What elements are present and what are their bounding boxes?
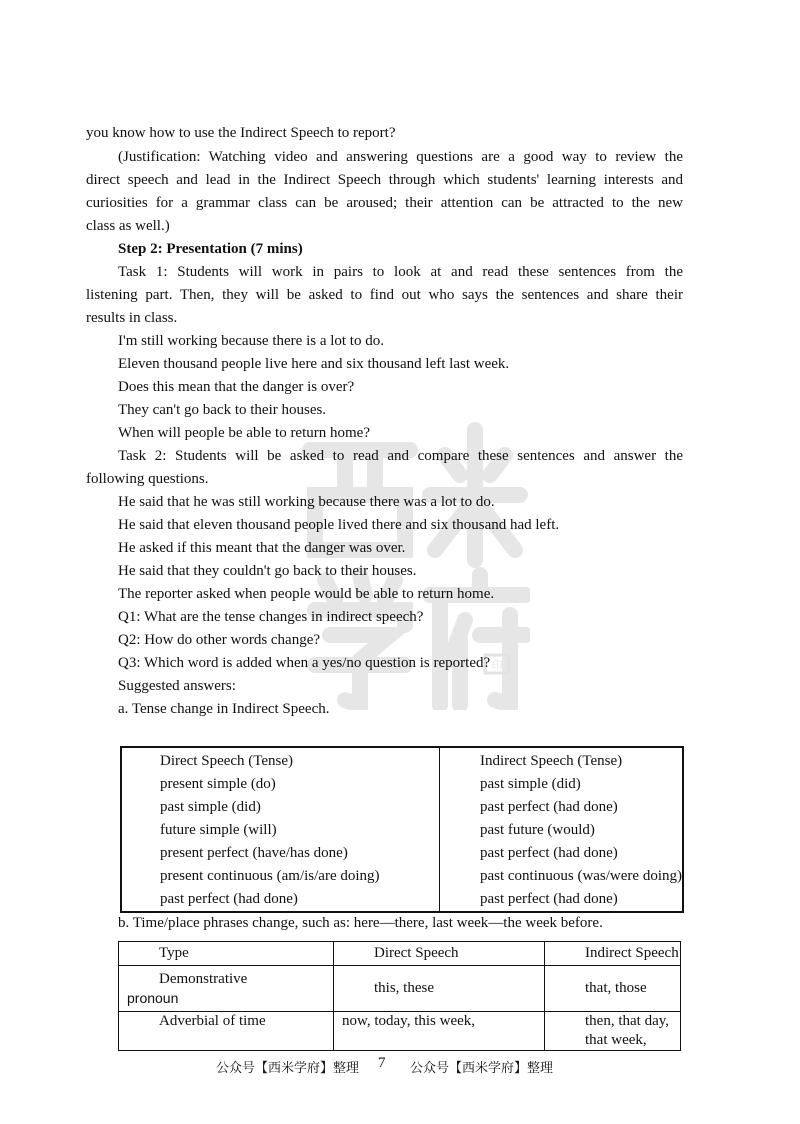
table-cell (119, 966, 334, 1012)
table-cell: present continuous (am/is/are doing) (160, 868, 380, 884)
table-header-type: Type (119, 942, 334, 966)
question: Q1: What are the tense changes in indirect speech? (118, 609, 424, 625)
table-cell: past simple (did) (160, 799, 261, 815)
table-cell: past perfect (had done) (160, 891, 298, 907)
intro-line: you know how to use the Indirect Speech to report? (86, 125, 396, 141)
justification-line-3: curiosities for a grammar class can be aroused; their attention can be attracted to the new (86, 195, 683, 211)
direct-sentence: They can't go back to their houses. (118, 402, 327, 418)
indirect-sentence: He said that eleven thousand people lived there and six thousand had left. (118, 517, 560, 533)
footer-source-right: 公众号【西米学府】整理 (410, 1061, 554, 1076)
table-cell: past perfect (had done) (479, 891, 618, 907)
table-cell: present simple (do) (160, 776, 276, 792)
justification-line-1: (Justification: Watching video and answering questions are a good way to review the (118, 149, 683, 165)
task2-line-2: following questions. (86, 471, 209, 487)
table-cell: Adverbial of time (119, 1012, 334, 1051)
direct-tense-column (121, 747, 439, 912)
page-number: 7 (378, 1055, 386, 1071)
indirect-tense-column (439, 747, 683, 912)
table-row (119, 966, 681, 1012)
justification-line-2: direct speech and lead in the Indirect Speech through which students' learning interests and (86, 172, 683, 188)
table-header-indirect: Indirect Speech (545, 942, 681, 966)
answer-b-caption: b. Time/place phrases change, such as: here—there, last week—the week before. (118, 915, 603, 931)
direct-sentence: When will people be able to return home? (118, 425, 370, 441)
table-header-indirect: Indirect Speech (Tense) (479, 753, 623, 769)
table-cell: past simple (did) (479, 776, 581, 792)
footer-source-left: 公众号【西米学府】整理 (216, 1061, 360, 1076)
direct-sentence: Eleven thousand people live here and six thousand left last week. (118, 356, 510, 372)
task1-line-3: results in class. (86, 310, 178, 326)
table-cell: that, those (545, 966, 681, 1012)
step2-heading: Step 2: Presentation (7 mins) (118, 241, 303, 257)
question: Q2: How do other words change? (118, 632, 321, 648)
table-cell: now, today, this week, (334, 1012, 545, 1051)
indirect-sentence: The reporter asked when people would be able to return home. (118, 586, 495, 602)
table-cell: past perfect (had done) (479, 799, 618, 815)
task1-line-1: Task 1: Students will work in pairs to look at and read these sentences from the (118, 264, 683, 280)
task2-line-1: Task 2: Students will be asked to read and compare these sentences and answer the (118, 448, 683, 464)
table-cell: this, these (334, 966, 545, 1012)
svg-text:印: 印 (491, 659, 503, 672)
table-cell: present perfect (have/has done) (160, 845, 348, 861)
table-cell: past continuous (was/were doing) (479, 868, 682, 884)
direct-sentence: Does this mean that the danger is over? (118, 379, 355, 395)
indirect-sentence: He said that he was still working because there was a lot to do. (118, 494, 495, 510)
phrase-change-table (118, 941, 681, 1051)
type-line-1: Demonstrative (159, 970, 248, 987)
answer-a-caption: a. Tense change in Indirect Speech. (118, 701, 330, 717)
direct-sentence: I'm still working because there is a lot to do. (118, 333, 384, 349)
type-line-2: pronoun (127, 989, 179, 1006)
table-row (119, 1012, 681, 1051)
indirect-sentence: He said that they couldn't go back to their houses. (118, 563, 417, 579)
table-header-row (119, 942, 681, 966)
table-header-direct: Direct Speech (Tense) (160, 753, 294, 769)
indirect-sentence: He asked if this meant that the danger was over. (118, 540, 406, 556)
table-header-direct: Direct Speech (334, 942, 545, 966)
justification-line-4: class as well.) (86, 218, 170, 234)
table-cell: past perfect (had done) (479, 845, 618, 861)
task1-line-2: listening part. Then, they will be asked to find out who says the sentences and share their (86, 287, 683, 303)
table-cell: past future (would) (479, 822, 595, 838)
table-cell: then, that day, that week, (545, 1012, 681, 1051)
tense-change-table (120, 746, 684, 913)
question: Q3: Which word is added when a yes/no question is reported? (118, 655, 491, 671)
table-cell: future simple (will) (160, 822, 277, 838)
suggested-answers-label: Suggested answers: (118, 678, 236, 694)
